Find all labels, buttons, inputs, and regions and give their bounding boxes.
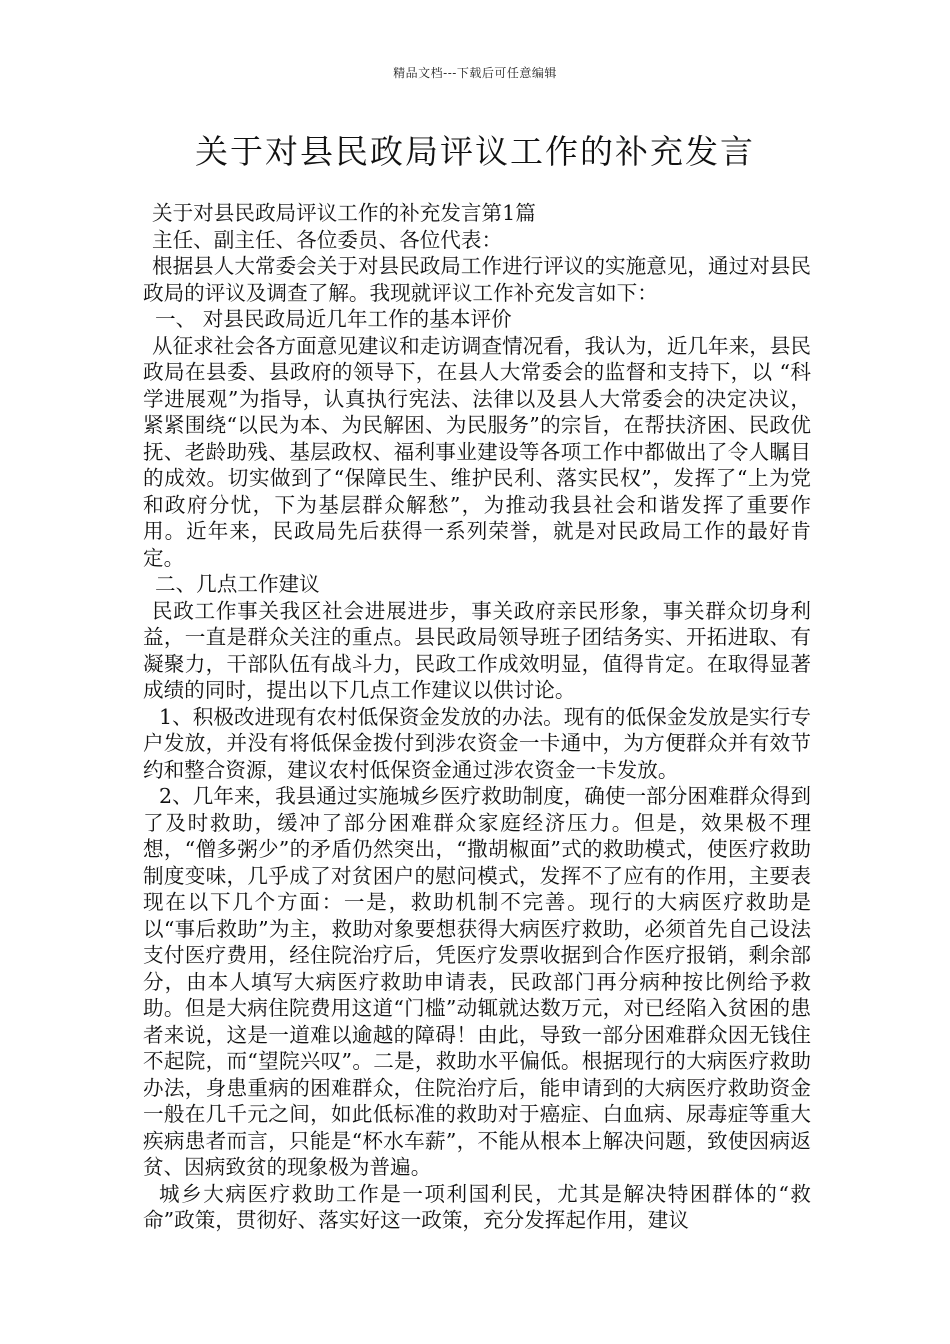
paragraph-intro: 根据县人大常委会关于对县民政局工作进行评议的实施意见，通过对县民政局的评议及调查了解。我现就评议工作补充发言如下：	[143, 254, 811, 305]
paragraph-suggestion-1: 1、积极改进现有农村低保资金发放的办法。现有的低保金发放是实行专户发放，并没有将低保金拨付到涉农资金一卡通中，为方便群众并有效节约和整合资源，建议农村低保资金通过涉农资金一卡发放。	[143, 704, 811, 782]
paragraph-evaluation: 从征求社会各方面意见建议和走访调查情况看，我认为，近几年来，县民政局在县委、县政府的领导下，在县人大常委会的监督和支持下，以 “科学进展观”为指导，认真执行宪法、法律以及县人大常委会的决定决议，紧紧围绕“以民为本、为民解困、为民服务”的宗旨，在帮扶济困、民政优抚、老龄助残、基层政权、福利事业建设等各项工作中都做出了令人瞩目的成效。切实做到了“保障民生、维护民利、落实民权”，发挥了“上为党和政府分忧，下为基层群众解愁”，为推动我县社会和谐发挥了重要作用。近年来，民政局先后获得一系列荣誉，就是对民政局工作的最好肯定。	[143, 333, 811, 570]
paragraph-subtitle: 关于对县民政局评议工作的补充发言第1篇	[152, 201, 536, 225]
paragraph-closing: 城乡大病医疗救助工作是一项利国利民，尤其是解决特困群体的“救命”政策，贯彻好、落实好这一政策，充分发挥起作用，建议	[143, 1181, 811, 1232]
section-heading-2: 二、几点工作建议	[155, 572, 320, 596]
paragraph-salutation: 主任、副主任、各位委员、各位代表：	[152, 227, 503, 252]
document-title: 关于对县民政局评议工作的补充发言	[195, 132, 755, 171]
paragraph-suggestion-2: 2、几年来，我县通过实施城乡医疗救助制度，确使一部分困难群众得到了及时救助，缓冲了部分困难群众家庭经济压力。但是，效果极不理想，“僧多粥少”的矛盾仍然突出，“撒胡椒面”式的救助模式，使医疗救助制度变味，几乎成了对贫困户的慰问模式，发挥不了应有的作用，主要表现在以下几个方面：一是，救助机制不完善。现行的大病医疗救助是以“事后救助”为主，救助对象要想获得大病医疗救助，必须首先自己设法支付医疗费用，经住院治疗后，凭医疗发票收据到合作医疗报销，剩余部分，由本人填写大病医疗救助申请表，民政部门再分病种按比例给予救助。但是大病住院费用这道“门槛”动辄就达数万元，对已经陷入贫困的患者来说，这是一道难以逾越的障碍！由此，导致一部分困难群众因无钱住不起院，而“望院兴叹”。二是，救助水平偏低。根据现行的大病医疗救助办法，身患重病的困难群众，住院治疗后，能申请到的大病医疗救助资金一般在几千元之间，如此低标准的救助对于癌症、白血病、尿毒症等重大疾病患者而言，只能是“杯水车薪”，不能从根本上解决问题，致使因病返贫、因病致贫的现象极为普遍。	[143, 784, 811, 1179]
paragraph-suggestions-intro: 民政工作事关我区社会进展进步，事关政府亲民形象，事关群众切身利益，一直是群众关注的重点。县民政局领导班子团结务实、开拓进取、有凝聚力，干部队伍有战斗力，民政工作成效明显，值得肯定。在取得显著成绩的同时，提出以下几点工作建议以供讨论。	[143, 598, 811, 702]
document-body	[143, 200, 811, 1234]
header-note: 精品文档---下载后可任意编辑	[393, 66, 557, 80]
section-heading-1: 一、 对县民政局近几年工作的基本评价	[155, 307, 512, 331]
